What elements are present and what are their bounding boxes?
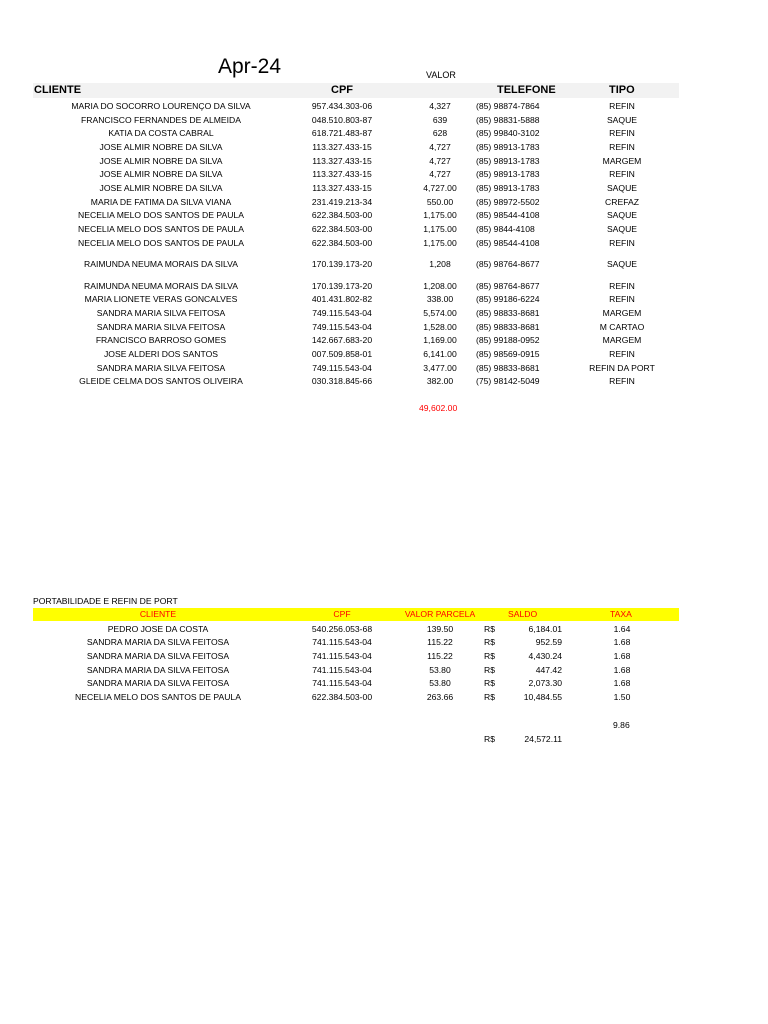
port-cell-valor-parcela: 53.80 bbox=[429, 678, 451, 688]
table-row bbox=[0, 183, 768, 197]
cell-tipo: REFIN bbox=[609, 281, 635, 291]
cell-telefone: (85) 98544-4108 bbox=[476, 210, 540, 220]
cell-cliente: JOSE ALMIR NOBRE DA SILVA bbox=[99, 169, 223, 179]
cell-cliente: FRANCISCO BARROSO GOMES bbox=[95, 335, 227, 345]
cell-tipo: SAQUE bbox=[606, 259, 638, 269]
cell-cpf: 170.139.173-20 bbox=[311, 259, 373, 269]
cell-tipo: SAQUE bbox=[606, 210, 638, 220]
sheet-title: Apr-24 bbox=[218, 55, 282, 78]
cell-cliente: KATIA DA COSTA CABRAL bbox=[108, 128, 214, 138]
port-header-valor-parcela: VALOR PARCELA bbox=[404, 609, 476, 619]
cell-valor: 550.00 bbox=[426, 197, 454, 207]
port-cell-cpf: 741.115.543-04 bbox=[312, 651, 372, 661]
table-row bbox=[0, 281, 768, 295]
cell-telefone: (85) 9844-4108 bbox=[476, 224, 535, 234]
port-cell-currency: R$ bbox=[484, 651, 495, 661]
cell-cliente: SANDRA MARIA SILVA FEITOSA bbox=[96, 322, 226, 332]
port-cell-taxa: 1.68 bbox=[613, 678, 631, 688]
cell-cliente: JOSE ALMIR NOBRE DA SILVA bbox=[99, 183, 223, 193]
cell-cpf: 622.384.503-00 bbox=[311, 238, 373, 248]
table-row bbox=[0, 197, 768, 211]
port-cell-saldo: 4,430.24 bbox=[528, 651, 562, 661]
cell-valor: 6,141.00 bbox=[423, 349, 457, 359]
cell-valor: 1,175.00 bbox=[423, 210, 457, 220]
cell-tipo: REFIN bbox=[609, 376, 635, 386]
cell-valor: 5,574.00 bbox=[423, 308, 457, 318]
port-cell-cpf: 741.115.543-04 bbox=[312, 637, 372, 647]
table-row bbox=[0, 294, 768, 308]
cell-cpf: 622.384.503-00 bbox=[311, 224, 373, 234]
port-cell-taxa: 1.68 bbox=[613, 665, 631, 675]
table-row bbox=[0, 101, 768, 115]
cell-telefone: (85) 98913-1783 bbox=[476, 156, 540, 166]
table-row bbox=[0, 349, 768, 363]
table-row bbox=[0, 665, 768, 679]
table-row bbox=[0, 169, 768, 183]
port-cell-valor-parcela: 263.66 bbox=[426, 692, 454, 702]
table-row bbox=[0, 322, 768, 336]
header-cliente: CLIENTE bbox=[34, 84, 82, 96]
cell-telefone: (85) 98833-8681 bbox=[476, 363, 540, 373]
cell-valor: 3,477.00 bbox=[423, 363, 457, 373]
cell-telefone: (85) 98764-8677 bbox=[476, 259, 540, 269]
cell-telefone: (85) 98544-4108 bbox=[476, 238, 540, 248]
cell-telefone: (85) 98569-0915 bbox=[476, 349, 540, 359]
header-tipo: TIPO bbox=[609, 84, 635, 96]
cell-cliente: MARIA DO SOCORRO LOURENÇO DA SILVA bbox=[71, 101, 251, 111]
port-cell-cpf: 622.384.503-00 bbox=[311, 692, 373, 702]
cell-tipo: MARGEM bbox=[602, 156, 642, 166]
table-row bbox=[0, 692, 768, 706]
cell-cpf: 622.384.503-00 bbox=[311, 210, 373, 220]
cell-cpf: 113.327.433-15 bbox=[312, 183, 372, 193]
cell-tipo: SAQUE bbox=[606, 183, 638, 193]
cell-cpf: 749.115.543-04 bbox=[312, 363, 372, 373]
cell-tipo: REFIN bbox=[609, 169, 635, 179]
port-cell-cpf: 741.115.543-04 bbox=[312, 665, 372, 675]
valor-header: VALOR bbox=[426, 70, 456, 80]
port-cell-valor-parcela: 115.22 bbox=[427, 651, 453, 661]
table-row bbox=[0, 210, 768, 224]
cell-valor: 4,727.00 bbox=[423, 183, 457, 193]
port-cell-saldo: 447.42 bbox=[535, 665, 562, 675]
cell-valor: 1,169.00 bbox=[423, 335, 457, 345]
cell-cpf: 142.667.683-20 bbox=[311, 335, 373, 345]
cell-cliente: RAIMUNDA NEUMA MORAIS DA SILVA bbox=[84, 259, 238, 269]
port-cell-cliente: SANDRA MARIA DA SILVA FEITOSA bbox=[86, 665, 230, 675]
port-cell-taxa: 1.50 bbox=[613, 692, 631, 702]
cell-cpf: 618.721.483-87 bbox=[311, 128, 373, 138]
cell-cliente: JOSE ALMIR NOBRE DA SILVA bbox=[99, 142, 223, 152]
portabilidade-title: PORTABILIDADE E REFIN DE PORT bbox=[33, 596, 178, 606]
table-row bbox=[0, 651, 768, 665]
cell-cliente: JOSE ALMIR NOBRE DA SILVA bbox=[99, 156, 223, 166]
cell-telefone: (85) 98913-1783 bbox=[476, 169, 540, 179]
port-cell-cpf: 540.256.053-68 bbox=[311, 624, 373, 634]
cell-tipo: REFIN bbox=[609, 238, 635, 248]
sum-currency: R$ bbox=[484, 734, 495, 744]
cell-tipo: REFIN bbox=[609, 101, 635, 111]
cell-cliente: JOSE ALDERI DOS SANTOS bbox=[104, 349, 218, 359]
cell-telefone: (85) 98913-1783 bbox=[476, 183, 540, 193]
table-row bbox=[0, 128, 768, 142]
table-row bbox=[0, 363, 768, 377]
cell-valor: 338.00 bbox=[426, 294, 454, 304]
port-cell-valor-parcela: 53.80 bbox=[429, 665, 451, 675]
port-cell-valor-parcela: 139.50 bbox=[426, 624, 454, 634]
cell-telefone: (85) 98972-5502 bbox=[476, 197, 540, 207]
cell-valor: 382.00 bbox=[426, 376, 454, 386]
port-header-cpf: CPF bbox=[333, 609, 351, 619]
port-cell-saldo: 2,073.30 bbox=[528, 678, 562, 688]
table-row bbox=[0, 115, 768, 129]
cell-valor: 4,727 bbox=[429, 156, 451, 166]
port-header-saldo: SALDO bbox=[508, 609, 538, 619]
table-row bbox=[0, 308, 768, 322]
table-row bbox=[0, 624, 768, 638]
port-cell-cpf: 741.115.543-04 bbox=[312, 678, 372, 688]
cell-cpf: 048.510.803-87 bbox=[311, 115, 373, 125]
cell-valor: 1,175.00 bbox=[423, 238, 457, 248]
header-telefone: TELEFONE bbox=[497, 84, 556, 96]
port-cell-taxa: 1.68 bbox=[613, 637, 631, 647]
cell-valor: 4,727 bbox=[429, 169, 451, 179]
cell-cpf: 749.115.543-04 bbox=[312, 308, 372, 318]
cell-cpf: 113.327.433-15 bbox=[312, 169, 372, 179]
port-cell-currency: R$ bbox=[484, 692, 495, 702]
cell-cliente: SANDRA MARIA SILVA FEITOSA bbox=[96, 363, 226, 373]
port-cell-cliente: SANDRA MARIA DA SILVA FEITOSA bbox=[86, 651, 230, 661]
table-row bbox=[0, 259, 768, 273]
port-header-taxa: TAXA bbox=[610, 609, 632, 619]
port-cell-saldo: 952.59 bbox=[535, 637, 562, 647]
cell-tipo: MARGEM bbox=[602, 335, 642, 345]
cell-cliente: NECELIA MELO DOS SANTOS DE PAULA bbox=[78, 210, 244, 220]
cell-cpf: 170.139.173-20 bbox=[311, 281, 373, 291]
cell-tipo: REFIN bbox=[609, 349, 635, 359]
table-row bbox=[0, 224, 768, 238]
table-row bbox=[0, 335, 768, 349]
port-cell-cliente: PEDRO JOSE DA COSTA bbox=[107, 624, 209, 634]
cell-valor: 1,208 bbox=[429, 259, 451, 269]
cell-tipo: SAQUE bbox=[606, 115, 638, 125]
port-cell-saldo: 6,184.01 bbox=[528, 624, 562, 634]
cell-cliente: MARIA DE FATIMA DA SILVA VIANA bbox=[90, 197, 232, 207]
total-valor: 49,602.00 bbox=[419, 403, 458, 413]
port-cell-cliente: SANDRA MARIA DA SILVA FEITOSA bbox=[86, 678, 230, 688]
header-cpf: CPF bbox=[331, 84, 353, 96]
cell-telefone: (85) 98831-5888 bbox=[476, 115, 540, 125]
cell-telefone: (85) 99188-0952 bbox=[476, 335, 540, 345]
cell-cpf: 231.419.213-34 bbox=[311, 197, 373, 207]
cell-cpf: 007.509.858-01 bbox=[311, 349, 373, 359]
cell-cliente: MARIA LIONETE VERAS GONCALVES bbox=[84, 294, 238, 304]
cell-cliente: SANDRA MARIA SILVA FEITOSA bbox=[96, 308, 226, 318]
cell-telefone: (75) 98142-5049 bbox=[476, 376, 540, 386]
table-row bbox=[0, 238, 768, 252]
cell-tipo: SAQUE bbox=[606, 224, 638, 234]
cell-tipo: REFIN bbox=[609, 142, 635, 152]
sum-saldo: 24,572.11 bbox=[524, 734, 562, 744]
port-cell-valor-parcela: 115.22 bbox=[427, 637, 453, 647]
port-cell-saldo: 10,484.55 bbox=[523, 692, 562, 702]
cell-telefone: (85) 98833-8681 bbox=[476, 322, 540, 332]
cell-telefone: (85) 98913-1783 bbox=[476, 142, 540, 152]
port-cell-cliente: SANDRA MARIA DA SILVA FEITOSA bbox=[86, 637, 230, 647]
cell-cliente: NECELIA MELO DOS SANTOS DE PAULA bbox=[78, 238, 244, 248]
cell-tipo: MARGEM bbox=[602, 308, 642, 318]
cell-cpf: 030.318.845-66 bbox=[311, 376, 373, 386]
cell-tipo: M CARTAO bbox=[599, 322, 645, 332]
cell-valor: 4,327 bbox=[429, 101, 451, 111]
cell-tipo: CREFAZ bbox=[605, 197, 639, 207]
cell-telefone: (85) 99186-6224 bbox=[476, 294, 540, 304]
cell-cliente: RAIMUNDA NEUMA MORAIS DA SILVA bbox=[84, 281, 238, 291]
table-row bbox=[0, 156, 768, 170]
cell-telefone: (85) 98874-7864 bbox=[476, 101, 540, 111]
cell-telefone: (85) 99840-3102 bbox=[476, 128, 540, 138]
cell-valor: 639 bbox=[432, 115, 448, 125]
cell-cliente: NECELIA MELO DOS SANTOS DE PAULA bbox=[78, 224, 244, 234]
table-row bbox=[0, 376, 768, 390]
sum-taxa: 9.86 bbox=[613, 720, 630, 730]
cell-cpf: 113.327.433-15 bbox=[312, 156, 372, 166]
table-row bbox=[0, 678, 768, 692]
cell-cliente: GLEIDE CELMA DOS SANTOS OLIVEIRA bbox=[79, 376, 243, 386]
port-cell-taxa: 1.68 bbox=[613, 651, 631, 661]
cell-tipo: REFIN bbox=[609, 128, 635, 138]
cell-cpf: 957.434.303-06 bbox=[311, 101, 373, 111]
port-cell-currency: R$ bbox=[484, 637, 495, 647]
cell-telefone: (85) 98764-8677 bbox=[476, 281, 540, 291]
header-band bbox=[33, 83, 679, 98]
cell-valor: 1,528.00 bbox=[423, 322, 457, 332]
cell-cpf: 113.327.433-15 bbox=[312, 142, 372, 152]
cell-cpf: 401.431.802-82 bbox=[311, 294, 373, 304]
port-cell-currency: R$ bbox=[484, 624, 495, 634]
cell-tipo: REFIN bbox=[609, 294, 635, 304]
cell-valor: 1,175.00 bbox=[423, 224, 457, 234]
cell-valor: 628 bbox=[432, 128, 448, 138]
port-cell-taxa: 1.64 bbox=[613, 624, 631, 634]
port-header-cliente: CLIENTE bbox=[139, 609, 177, 619]
port-cell-currency: R$ bbox=[484, 665, 495, 675]
cell-tipo: REFIN DA PORT bbox=[589, 363, 655, 373]
cell-valor: 1,208.00 bbox=[423, 281, 457, 291]
port-cell-cliente: NECELIA MELO DOS SANTOS DE PAULA bbox=[75, 692, 241, 702]
table-row bbox=[0, 142, 768, 156]
cell-valor: 4,727 bbox=[429, 142, 451, 152]
cell-telefone: (85) 98833-8681 bbox=[476, 308, 540, 318]
cell-cpf: 749.115.543-04 bbox=[312, 322, 372, 332]
port-cell-currency: R$ bbox=[484, 678, 495, 688]
table-row bbox=[0, 637, 768, 651]
cell-cliente: FRANCISCO FERNANDES DE ALMEIDA bbox=[81, 115, 241, 125]
